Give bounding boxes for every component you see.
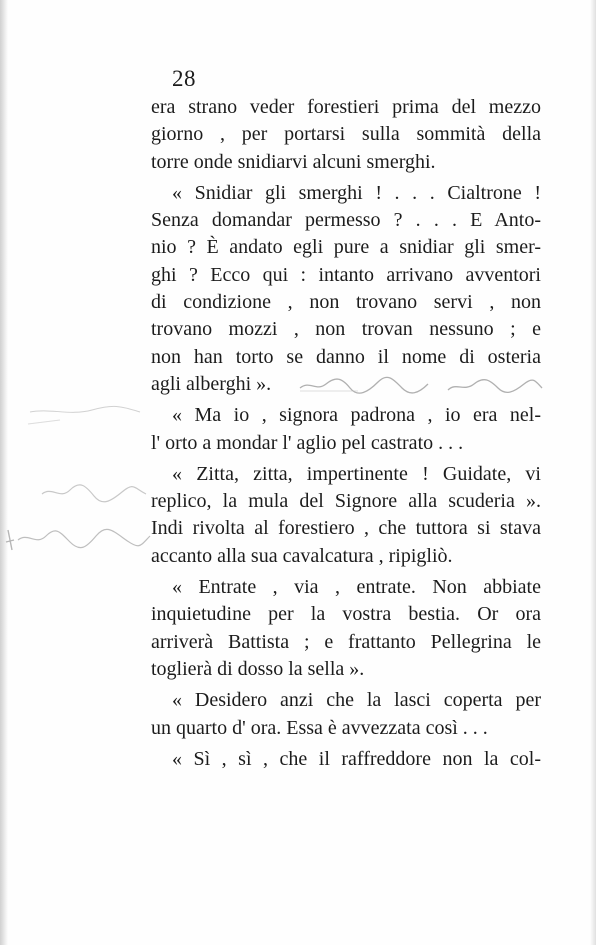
pencil-margin-marks [0, 390, 160, 570]
text-line: « Sì , sì , che il raffreddore non la col- [172, 747, 541, 770]
page-number: 28 [172, 66, 196, 91]
text-line: un quarto d' ora. Essa è avvezzata così . . . [151, 716, 488, 739]
text-line: « Zitta, zitta, impertinente ! Guidate, vi [172, 462, 541, 485]
text-line: toglierà di dosso la sella ». [151, 657, 365, 680]
text-line: accanto alla sua cavalcatura , ripigliò. [151, 544, 453, 567]
text-line: arriverà Battista ; e frattanto Pellegrina le [151, 630, 541, 653]
text-line: l' orto a mondar l' aglio pel castrato . . . [151, 431, 464, 454]
text-line: replico, la mula del Signore alla scuderia ». [151, 490, 541, 513]
text-line: inquietudine per la vostra bestia. Or ora [151, 603, 541, 626]
text-line: trovano mozzi , non trovan nessuno ; e [151, 318, 541, 341]
text-line: giorno , per portarsi sulla sommità della [151, 123, 541, 146]
text-line: torre onde snidiarvi alcuni smerghi. [151, 150, 436, 173]
text-line: Senza domandar permesso ? . . . E Anto- [151, 209, 541, 232]
text-line: non han torto se danno il nome di osteria [151, 345, 541, 368]
text-line: « Desidero anzi che la lasci coperta per [172, 689, 541, 712]
text-line: ghi ? Ecco qui : intanto arrivano avventori [151, 263, 541, 286]
text-line: di condizione , non trovano servi , non [151, 291, 541, 314]
text-line: nio ? È andato egli pure a snidiar gli smer- [151, 236, 541, 259]
text-line: era strano veder forestieri prima del mezzo [151, 96, 541, 118]
page-right-edge [590, 0, 596, 945]
body-text [151, 94, 541, 773]
pencil-scribble-mark [298, 374, 544, 396]
text-line: Indi rivolta al forestiero , che tuttora si stava [151, 517, 541, 540]
text-line: « Snidiar gli smerghi ! . . . Cialtrone ! [172, 181, 541, 204]
text-line: « Entrate , via , entrate. Non abbiate [172, 576, 541, 599]
text-line: agli alberghi ». [151, 372, 272, 395]
text-line: « Ma io , signora padrona , io era nel- [172, 404, 541, 427]
